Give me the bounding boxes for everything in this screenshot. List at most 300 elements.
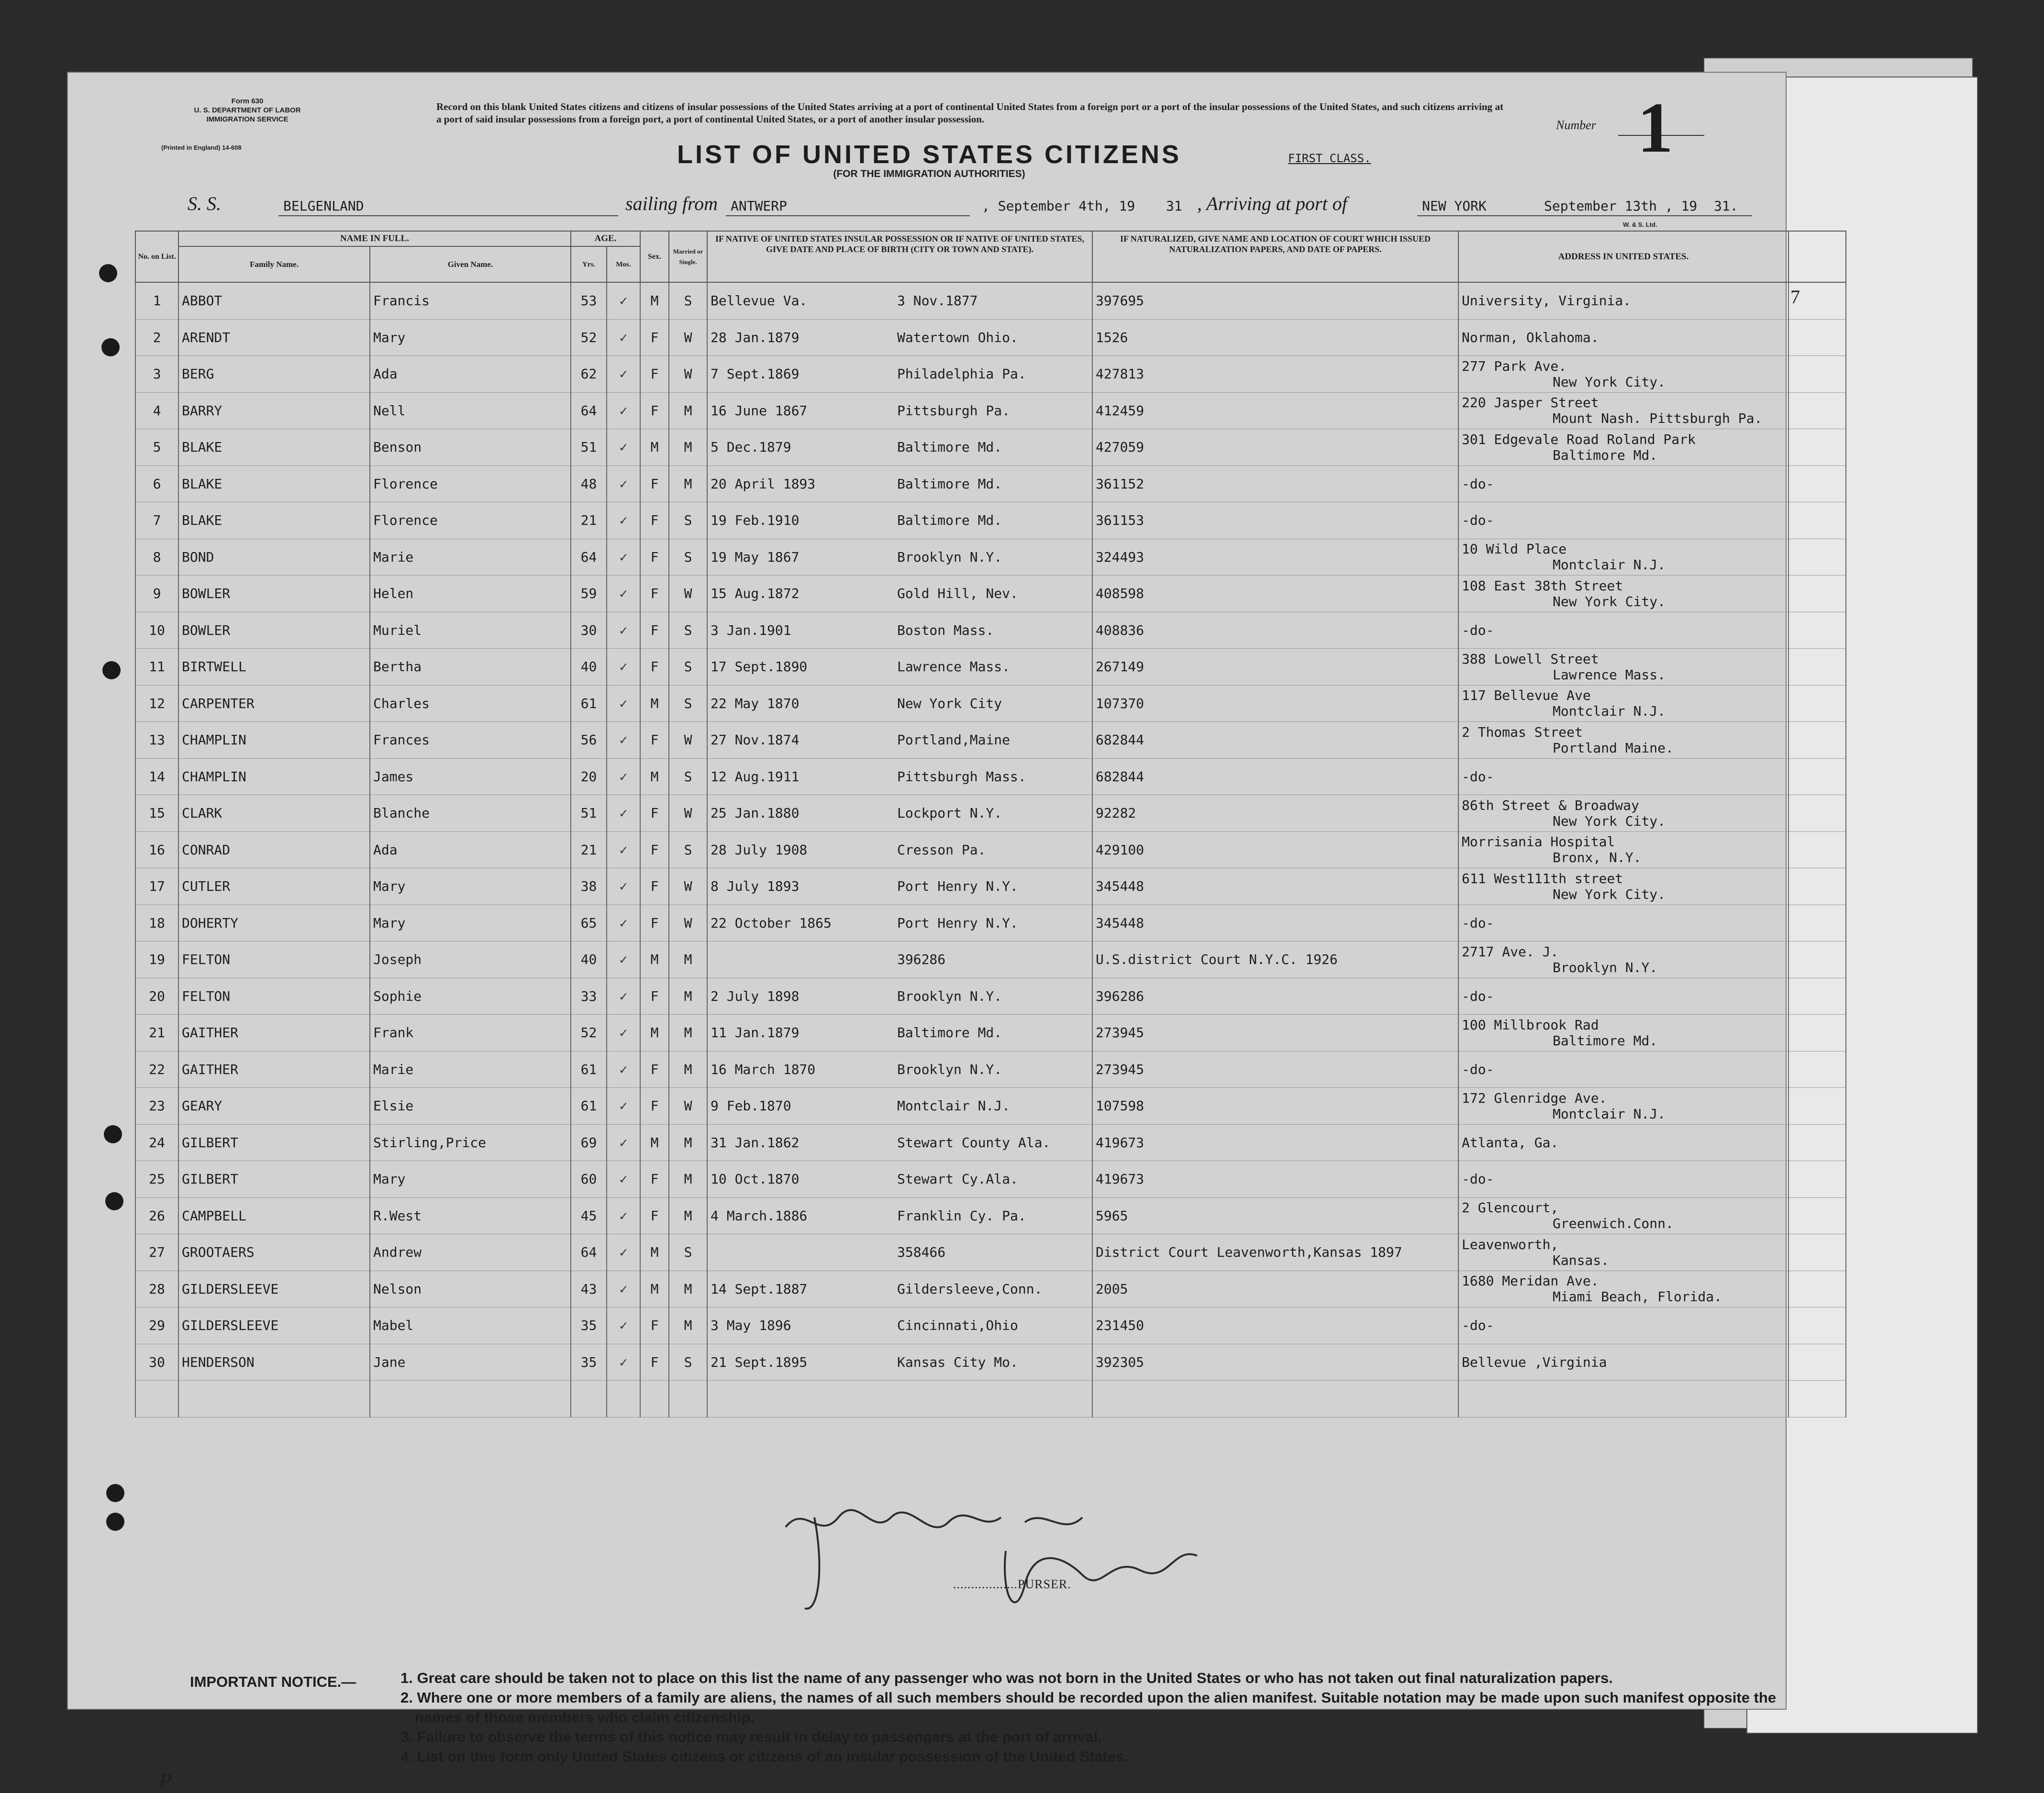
row-number: 13: [135, 722, 178, 759]
address: [1458, 868, 1788, 905]
marital-status: S: [669, 1344, 707, 1381]
check-mark: ✓: [607, 1307, 640, 1344]
row-number: 6: [135, 465, 178, 502]
given-name: Marie: [370, 539, 571, 576]
check-mark: ✓: [607, 722, 640, 759]
given-name: Mary: [370, 905, 571, 941]
birth-info: [707, 722, 1092, 759]
check-mark: ✓: [607, 429, 640, 466]
page-subtitle: (FOR THE IMMIGRATION AUTHORITIES): [833, 168, 1025, 179]
birth-info: [707, 1307, 1092, 1344]
birth-info: [707, 282, 1092, 319]
row-number: 19: [135, 941, 178, 978]
family-name: ARENDT: [178, 319, 370, 356]
address-line-2: Kansas.: [1553, 1252, 1610, 1268]
birth-info: [707, 1234, 1092, 1271]
check-mark: ✓: [607, 1015, 640, 1051]
birth-place: Gildersleeve,Conn.: [897, 1281, 1043, 1297]
blank-cell: [1788, 1197, 1846, 1234]
given-name: James: [370, 758, 571, 795]
check-mark: ✓: [607, 576, 640, 612]
birth-info: [707, 1271, 1092, 1307]
table-row: [135, 576, 1846, 612]
birth-info: [707, 502, 1092, 539]
address: [1458, 282, 1788, 319]
naturalization: 345448: [1092, 868, 1458, 905]
birth-info: [707, 612, 1092, 649]
row-number: 26: [135, 1197, 178, 1234]
blank-cell: [1788, 978, 1846, 1015]
address-line-1: 108 East 38th Street: [1462, 577, 1623, 594]
birth-date: 3 Jan.1901: [711, 622, 791, 638]
birth-info: [707, 1051, 1092, 1088]
address-line-1: 611 West111th street: [1462, 870, 1623, 886]
birth-date: 28 Jan.1879: [711, 329, 800, 345]
naturalization: 345448: [1092, 905, 1458, 941]
marital-status: M: [669, 1307, 707, 1344]
address: [1458, 429, 1788, 466]
birth-place: 396286: [897, 952, 946, 968]
marital-status: M: [669, 392, 707, 429]
birth-place: Franklin Cy. Pa.: [897, 1207, 1026, 1224]
address-line-1: 117 Bellevue Ave: [1462, 687, 1591, 704]
marital-status: S: [669, 649, 707, 686]
family-name: GILBERT: [178, 1161, 370, 1198]
age-years: 30: [571, 612, 607, 649]
address-line-2: Montclair N.J.: [1553, 557, 1666, 573]
address-line-1: Morrisania Hospital: [1462, 834, 1615, 850]
birth-place: 358466: [897, 1244, 946, 1261]
blank-cell: [1788, 502, 1846, 539]
age-years: 21: [571, 502, 607, 539]
address: [1458, 1051, 1788, 1088]
address-line-1: -do-: [1462, 622, 1494, 638]
row-number: 9: [135, 576, 178, 612]
marital-status: M: [669, 1197, 707, 1234]
sex: M: [640, 1015, 669, 1051]
naturalization: 427059: [1092, 429, 1458, 466]
birth-place: Stewart County Ala.: [897, 1134, 1051, 1151]
form-number: Form 630: [231, 97, 264, 105]
address-line-2: Mount Nash. Pittsburgh Pa.: [1553, 410, 1763, 427]
marital-status: M: [669, 1271, 707, 1307]
birth-date: Bellevue Va.: [711, 293, 808, 309]
row-number: 2: [135, 319, 178, 356]
birth-place: Brooklyn N.Y.: [897, 549, 1002, 565]
blank-cell: [1788, 1051, 1846, 1088]
table-row: [135, 1197, 1846, 1234]
row-number: 10: [135, 612, 178, 649]
naturalization: 267149: [1092, 649, 1458, 686]
address: [1458, 905, 1788, 941]
birth-date: 19 Feb.1910: [711, 512, 800, 529]
birth-place: Cresson Pa.: [897, 841, 986, 858]
age-years: 64: [571, 392, 607, 429]
handwritten-signature: [776, 1498, 1302, 1623]
sex: F: [640, 1051, 669, 1088]
address: [1458, 1015, 1788, 1051]
blank-cell: [1788, 612, 1846, 649]
check-mark: ✓: [607, 1344, 640, 1381]
address: [1458, 831, 1788, 868]
row-number: 24: [135, 1124, 178, 1161]
family-name: CUTLER: [178, 868, 370, 905]
given-name: Mary: [370, 319, 571, 356]
blank-cell: [1788, 905, 1846, 941]
sex: F: [640, 905, 669, 941]
marital-status: M: [669, 429, 707, 466]
birth-place: Baltimore Md.: [897, 476, 1002, 492]
check-mark: ✓: [607, 795, 640, 832]
given-name: Mary: [370, 1161, 571, 1198]
marital-status: S: [669, 1234, 707, 1271]
blank-cell: [1788, 758, 1846, 795]
table-row: [135, 502, 1846, 539]
row-number: 22: [135, 1051, 178, 1088]
birth-place: Brooklyn N.Y.: [897, 988, 1002, 1004]
check-mark: ✓: [607, 685, 640, 722]
address: [1458, 392, 1788, 429]
age-years: 52: [571, 319, 607, 356]
address-line-2: Montclair N.J.: [1553, 703, 1666, 719]
birth-info: [707, 1124, 1092, 1161]
age-years: 35: [571, 1344, 607, 1381]
given-name: Nelson: [370, 1271, 571, 1307]
family-name: GILDERSLEEVE: [178, 1271, 370, 1307]
marital-status: M: [669, 941, 707, 978]
naturalization: 419673: [1092, 1124, 1458, 1161]
sailing-line: [188, 192, 1814, 216]
birth-date: 20 April 1893: [711, 476, 816, 492]
naturalization: 427813: [1092, 356, 1458, 393]
sex: F: [640, 465, 669, 502]
birth-date: 16 June 1867: [711, 402, 808, 419]
birth-info: [707, 1344, 1092, 1381]
number-label: Number: [1556, 118, 1596, 132]
birth-place: Cincinnati,Ohio: [897, 1317, 1018, 1334]
check-mark: ✓: [607, 831, 640, 868]
given-name: Mary: [370, 868, 571, 905]
address-line-1: -do-: [1462, 768, 1494, 785]
family-name: CONRAD: [178, 831, 370, 868]
naturalization: 361153: [1092, 502, 1458, 539]
sex: F: [640, 831, 669, 868]
class-label: FIRST CLASS.: [1288, 152, 1371, 165]
naturalization: 5965: [1092, 1197, 1458, 1234]
col-header-naturalized: IF NATURALIZED, GIVE NAME AND LOCATION OF COURT WHICH ISSUED NATURALIZATION PAPERS, AND DATE OF PAPERS.: [1092, 231, 1458, 282]
birth-place: 3 Nov.1877: [897, 293, 978, 309]
birth-date: 27 Nov.1874: [711, 732, 800, 748]
table-row: [135, 1124, 1846, 1161]
address: [1458, 1234, 1788, 1271]
age-years: 59: [571, 576, 607, 612]
birth-date: 15 Aug.1872: [711, 586, 800, 602]
blank-row: [135, 1381, 1846, 1417]
table-row: [135, 941, 1846, 978]
address-line-2: Greenwich.Conn.: [1553, 1216, 1674, 1232]
birth-info: [707, 905, 1092, 941]
sex: F: [640, 356, 669, 393]
marital-status: W: [669, 905, 707, 941]
naturalization: 392305: [1092, 1344, 1458, 1381]
row-number: 30: [135, 1344, 178, 1381]
age-years: 40: [571, 941, 607, 978]
age-years: 64: [571, 539, 607, 576]
address-line-2: New York City.: [1553, 374, 1666, 390]
check-mark: ✓: [607, 502, 640, 539]
address-line-1: 2717 Ave. J.: [1462, 943, 1559, 960]
family-name: GAITHER: [178, 1015, 370, 1051]
row-number: 4: [135, 392, 178, 429]
blank-cell: [1788, 1234, 1846, 1271]
marital-status: M: [669, 1051, 707, 1088]
table-row: [135, 319, 1846, 356]
naturalization: 324493: [1092, 539, 1458, 576]
birth-place: Baltimore Md.: [897, 439, 1002, 455]
sex: M: [640, 941, 669, 978]
list-number: 1: [1637, 88, 1673, 167]
sex: F: [640, 1161, 669, 1198]
punch-hole: [104, 1125, 122, 1143]
blank-cell: [1788, 392, 1846, 429]
birth-info: [707, 831, 1092, 868]
age-years: 33: [571, 978, 607, 1015]
naturalization: 397695: [1092, 282, 1458, 319]
blank-cell: [1788, 429, 1846, 466]
table-row: [135, 1051, 1846, 1088]
port-arrival: NEW YORK: [1422, 198, 1487, 214]
naturalization: District Court Leavenworth,Kansas 1897: [1092, 1234, 1458, 1271]
table-row: [135, 1161, 1846, 1198]
sex: M: [640, 758, 669, 795]
blank-cell: [1788, 649, 1846, 686]
marital-status: M: [669, 1124, 707, 1161]
port-underline: [726, 215, 970, 216]
blank-cell: [1788, 1344, 1846, 1381]
address-line-1: 2 Glencourt,: [1462, 1200, 1559, 1216]
family-name: HENDERSON: [178, 1344, 370, 1381]
address-line-2: Miami Beach, Florida.: [1553, 1289, 1722, 1305]
family-name: BOND: [178, 539, 370, 576]
col-header-address: ADDRESS IN UNITED STATES.: [1458, 231, 1788, 282]
age-years: 21: [571, 831, 607, 868]
blank-cell: [1788, 1161, 1846, 1198]
naturalization: 107598: [1092, 1088, 1458, 1125]
family-name: GILDERSLEEVE: [178, 1307, 370, 1344]
address-line-1: 1680 Meridan Ave.: [1462, 1273, 1599, 1289]
check-mark: ✓: [607, 1271, 640, 1307]
birth-place: Lockport N.Y.: [897, 805, 1002, 821]
address-line-1: 10 Wild Place: [1462, 541, 1567, 557]
sex: F: [640, 868, 669, 905]
row-number: 15: [135, 795, 178, 832]
row-number: 1: [135, 282, 178, 319]
marital-status: W: [669, 868, 707, 905]
col-header-no: No. on List.: [135, 231, 178, 282]
birth-info: [707, 539, 1092, 576]
address-line-2: Brooklyn N.Y.: [1553, 959, 1658, 975]
age-years: 61: [571, 685, 607, 722]
age-years: 51: [571, 795, 607, 832]
birth-place: Montclair N.J.: [897, 1098, 1011, 1114]
family-name: DOHERTY: [178, 905, 370, 941]
check-mark: ✓: [607, 649, 640, 686]
row-number: 11: [135, 649, 178, 686]
given-name: Stirling,Price: [370, 1124, 571, 1161]
table-row: [135, 1234, 1846, 1271]
address: [1458, 758, 1788, 795]
table-row: [135, 649, 1846, 686]
address-line-2: Baltimore Md.: [1553, 447, 1658, 463]
printer-tag: W. & S. Ltd.: [1623, 221, 1657, 228]
birth-place: Watertown Ohio.: [897, 329, 1018, 345]
given-name: Frank: [370, 1015, 571, 1051]
given-name: Bertha: [370, 649, 571, 686]
marital-status: S: [669, 831, 707, 868]
row-number: 8: [135, 539, 178, 576]
check-mark: ✓: [607, 978, 640, 1015]
given-name: Nell: [370, 392, 571, 429]
table-row: [135, 1015, 1846, 1051]
birth-date: 11 Jan.1879: [711, 1025, 800, 1041]
birth-info: [707, 1161, 1092, 1198]
birth-date: 3 May 1896: [711, 1317, 791, 1334]
col-header-name: NAME IN FULL.: [178, 231, 571, 246]
birth-place: New York City: [897, 695, 1002, 711]
table-row: [135, 465, 1846, 502]
birth-info: [707, 319, 1092, 356]
birth-info: [707, 978, 1092, 1015]
address: [1458, 612, 1788, 649]
birth-place: Boston Mass.: [897, 622, 994, 638]
table-row: [135, 1344, 1846, 1381]
sex: F: [640, 978, 669, 1015]
table-row: [135, 356, 1846, 393]
arriving-label: , Arriving at port of: [1197, 193, 1347, 214]
address-line-1: -do-: [1462, 988, 1494, 1004]
given-name: Ada: [370, 356, 571, 393]
given-name: Jane: [370, 1344, 571, 1381]
family-name: CARPENTER: [178, 685, 370, 722]
blank-cell: [1788, 1088, 1846, 1125]
birth-date: 22 October 1865: [711, 915, 832, 931]
given-name: Charles: [370, 685, 571, 722]
col-header-mos: Mos.: [607, 246, 640, 282]
table-row: [135, 905, 1846, 941]
marital-status: S: [669, 685, 707, 722]
col-header-birth: IF NATIVE OF UNITED STATES INSULAR POSSESSION OR IF NATIVE OF UNITED STATES, GIVE DATE AND PLACE OF BIRTH (CITY OR TOWN AND STATE).: [707, 231, 1092, 282]
family-name: CAMPBELL: [178, 1197, 370, 1234]
address: [1458, 1161, 1788, 1198]
family-name: BLAKE: [178, 502, 370, 539]
birth-date: 4 March.1886: [711, 1207, 808, 1224]
blank-cell: [1788, 319, 1846, 356]
birth-info: [707, 649, 1092, 686]
marital-status: S: [669, 502, 707, 539]
family-name: CHAMPLIN: [178, 758, 370, 795]
blank-cell: [1788, 722, 1846, 759]
col-header-sex: Sex.: [640, 231, 669, 282]
age-years: 38: [571, 868, 607, 905]
birth-place: Pittsburgh Pa.: [897, 402, 1011, 419]
age-years: 62: [571, 356, 607, 393]
col-header-age: AGE.: [571, 231, 640, 246]
check-mark: ✓: [607, 319, 640, 356]
age-years: 20: [571, 758, 607, 795]
table-row: [135, 282, 1846, 319]
given-name: Muriel: [370, 612, 571, 649]
punch-hole: [102, 661, 121, 679]
sex: F: [640, 795, 669, 832]
address-line-1: 2 Thomas Street: [1462, 724, 1583, 740]
blank-cell: [1788, 539, 1846, 576]
row-number: 29: [135, 1307, 178, 1344]
given-name: Joseph: [370, 941, 571, 978]
row-number: 23: [135, 1088, 178, 1125]
birth-date: 25 Jan.1880: [711, 805, 800, 821]
departure-date: , September 4th, 19: [982, 198, 1135, 214]
form-identifier: [161, 97, 333, 152]
birth-place: Port Henry N.Y.: [897, 878, 1018, 895]
service-name: IMMIGRATION SERVICE: [206, 115, 289, 123]
table-row: [135, 429, 1846, 466]
birth-place: Gold Hill, Nev.: [897, 586, 1018, 602]
birth-info: [707, 392, 1092, 429]
table-row: [135, 868, 1846, 905]
address: [1458, 356, 1788, 393]
marital-status: M: [669, 1161, 707, 1198]
sex: F: [640, 1344, 669, 1381]
table-row: [135, 795, 1846, 832]
address-line-1: University, Virginia.: [1462, 293, 1632, 309]
address: [1458, 576, 1788, 612]
marital-status: W: [669, 356, 707, 393]
port-from: ANTWERP: [731, 198, 788, 214]
birth-place: Baltimore Md.: [897, 1025, 1002, 1041]
punch-hole: [105, 1192, 123, 1210]
age-years: 45: [571, 1197, 607, 1234]
family-name: BOWLER: [178, 576, 370, 612]
naturalization: 107370: [1092, 685, 1458, 722]
family-name: CHAMPLIN: [178, 722, 370, 759]
punch-hole: [106, 1513, 124, 1531]
table-row: [135, 392, 1846, 429]
check-mark: ✓: [607, 941, 640, 978]
birth-info: [707, 941, 1092, 978]
sex: F: [640, 649, 669, 686]
check-mark: ✓: [607, 392, 640, 429]
col-header-marital: Married or Single.: [669, 231, 707, 282]
marital-status: S: [669, 612, 707, 649]
row-number: 12: [135, 685, 178, 722]
family-name: GROOTAERS: [178, 1234, 370, 1271]
check-mark: ✓: [607, 465, 640, 502]
marital-status: M: [669, 465, 707, 502]
age-years: 65: [571, 905, 607, 941]
family-name: BERG: [178, 356, 370, 393]
ss-label: S. S.: [188, 193, 221, 214]
age-years: 61: [571, 1088, 607, 1125]
family-name: BLAKE: [178, 465, 370, 502]
marital-status: S: [669, 539, 707, 576]
address-line-1: 277 Park Ave.: [1462, 358, 1567, 374]
notice-heading: IMPORTANT NOTICE.—: [190, 1673, 356, 1690]
age-years: 69: [571, 1124, 607, 1161]
sex: F: [640, 502, 669, 539]
check-mark: ✓: [607, 356, 640, 393]
family-name: FELTON: [178, 978, 370, 1015]
naturalization: 429100: [1092, 831, 1458, 868]
